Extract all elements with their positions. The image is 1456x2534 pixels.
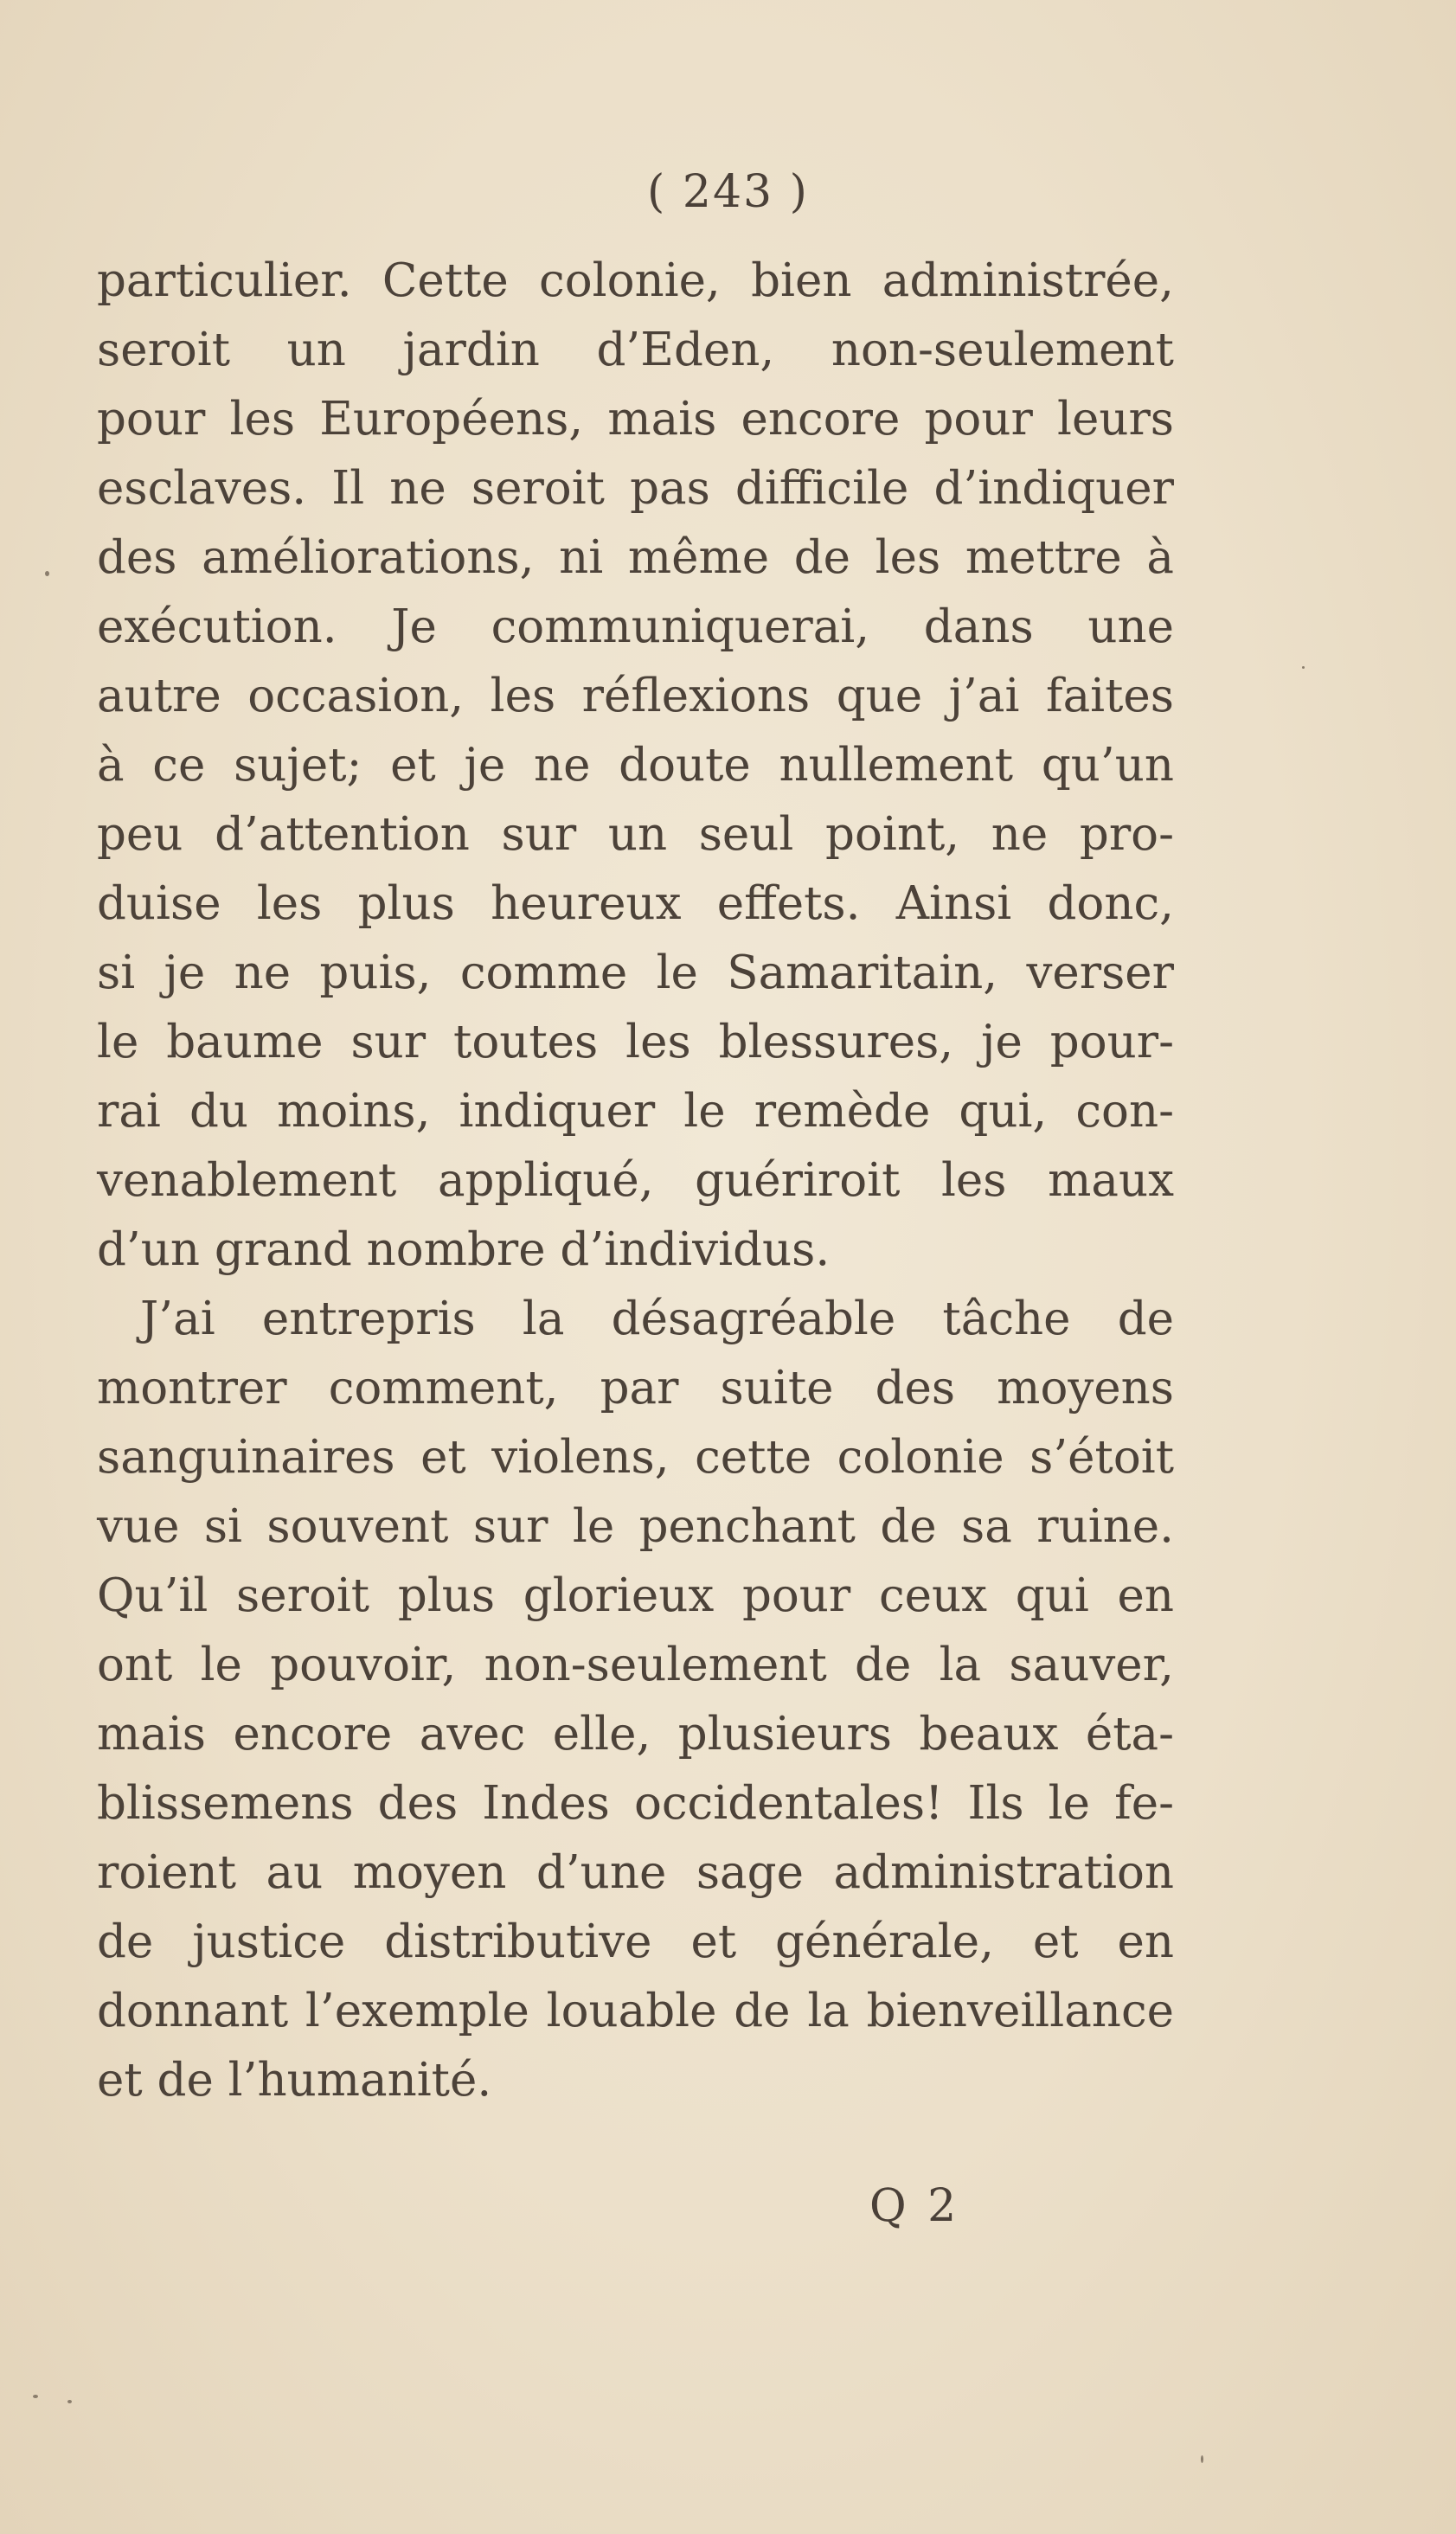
text-line: donnant l’exemple louable de la bienveillance	[97, 1985, 1174, 2037]
paper-speck	[67, 2400, 72, 2403]
signature-mark: Q 2	[869, 2180, 960, 2232]
text-line: venablement appliqué, guériroit les maux	[97, 1154, 1174, 1207]
paragraph-1	[97, 247, 1174, 1285]
text-line: blissemens des Indes occidentales! Ils le fe-	[97, 1777, 1174, 1830]
text-line: esclaves. Il ne seroit pas difficile d’indiquer	[97, 462, 1174, 515]
paper-speck	[33, 2395, 38, 2398]
text-line: et de l’humanité.	[97, 2054, 492, 2107]
text-line: mais encore avec elle, plusieurs beaux éta-	[97, 1708, 1174, 1761]
page-number-header: ( 243 )	[647, 166, 809, 218]
text-line: le baume sur toutes les blessures, je pour-	[97, 1016, 1174, 1068]
text-line: duise les plus heureux effets. Ainsi donc,	[97, 877, 1174, 930]
text-line: pour les Européens, mais encore pour leurs	[97, 393, 1174, 446]
body-text	[97, 247, 1174, 2115]
paper-speck	[1302, 666, 1305, 669]
text-line: sanguinaires et violens, cette colonie s’étoit	[97, 1431, 1174, 1484]
text-line: ont le pouvoir, non-seulement de la sauver,	[97, 1639, 1174, 1691]
text-line: seroit un jardin d’Eden, non-seulement	[97, 324, 1174, 376]
text-line: vue si souvent sur le penchant de sa ruine.	[97, 1500, 1174, 1553]
paper-speck	[45, 571, 49, 576]
text-line: roient au moyen d’une sage administration	[97, 1846, 1174, 1899]
text-line: exécution. Je communiquerai, dans une	[97, 600, 1174, 653]
text-line: autre occasion, les réflexions que j’ai faites	[97, 670, 1174, 722]
text-line: J’ai entrepris la désagréable tâche de	[140, 1293, 1174, 1345]
text-line: à ce sujet; et je ne doute nullement qu’un	[97, 739, 1174, 792]
text-line: des améliorations, ni même de les mettre à	[97, 531, 1174, 584]
text-line: de justice distributive et générale, et en	[97, 1915, 1174, 1968]
text-line: particulier. Cette colonie, bien administrée,	[97, 254, 1174, 307]
paper-speck	[1201, 2455, 1203, 2463]
text-line: montrer comment, par suite des moyens	[97, 1362, 1174, 1415]
text-line: si je ne puis, comme le Samaritain, verser	[97, 946, 1174, 999]
text-line: rai du moins, indiquer le remède qui, con-	[97, 1085, 1174, 1138]
text-line: Qu’il seroit plus glorieux pour ceux qui en	[97, 1569, 1174, 1622]
text-line: d’un grand nombre d’individus.	[97, 1223, 831, 1276]
text-line: peu d’attention sur un seul point, ne pro-	[97, 808, 1174, 861]
paragraph-2	[97, 1285, 1174, 2115]
